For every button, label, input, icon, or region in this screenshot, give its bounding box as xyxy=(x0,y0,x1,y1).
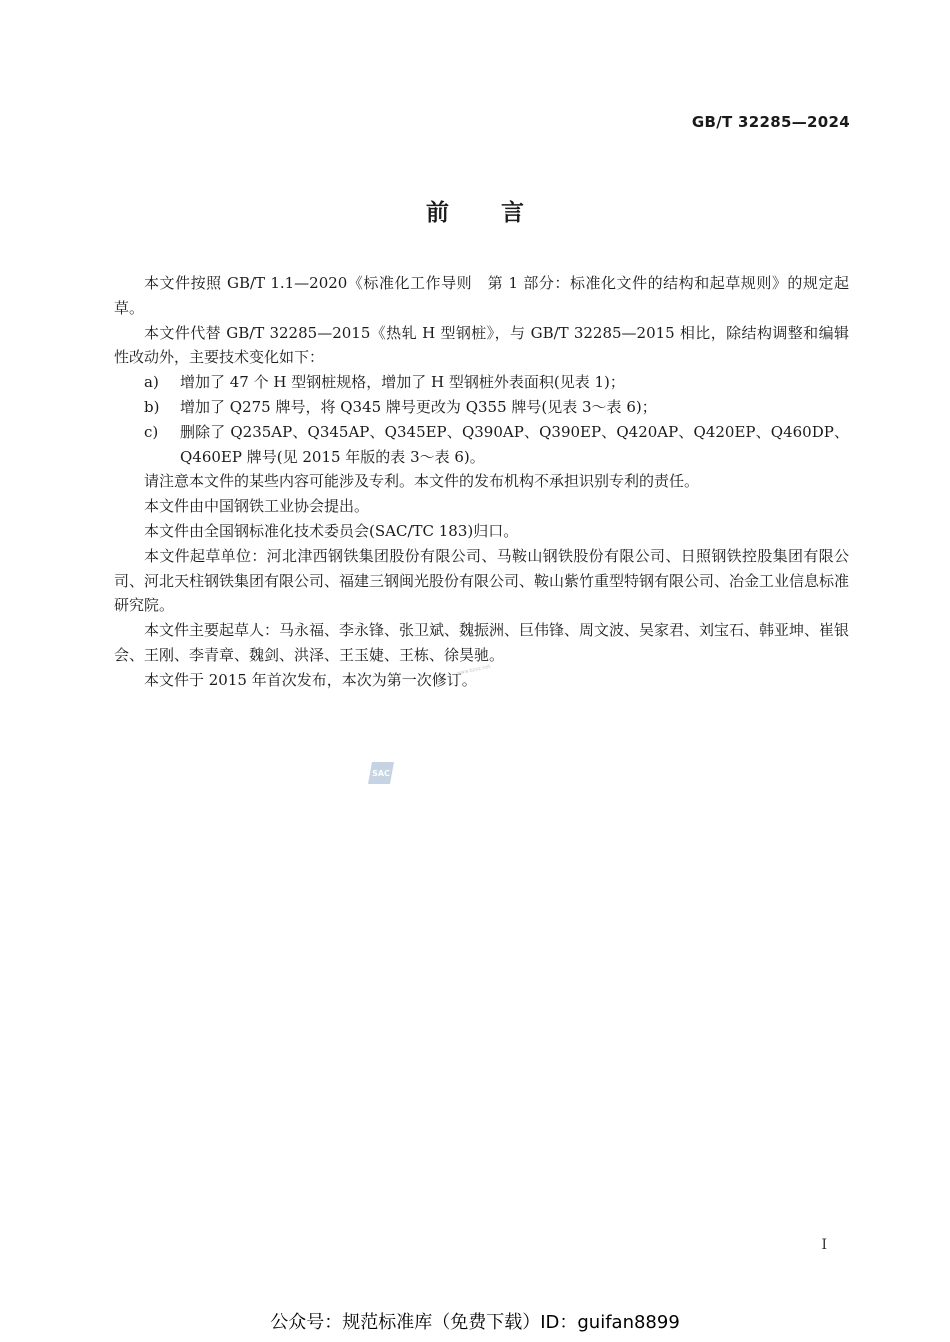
paragraph-history: 本文件于 2015 年首次发布，本次为第一次修订。 xyxy=(144,670,477,689)
foreword-body xyxy=(114,271,849,693)
paragraph-replacement: 本文件代替 GB/T 32285—2015《热轧 H 型钢桩》，与 GB/T 32285—2015 相比，除结构调整和编辑性改动外，主要技术变化如下： xyxy=(114,323,849,367)
watermark-url: www.bzxz.net xyxy=(456,663,492,677)
sac-logo-icon xyxy=(368,760,396,786)
page-number: I xyxy=(821,1237,827,1253)
list-item-text: 删除了 Q235AP、Q345AP、Q345EP、Q390AP、Q390EP、Q420AP、Q420EP、Q460DP、Q460EP 牌号(见 2015 年版的表 3～表 6)。 xyxy=(180,422,849,466)
paragraph-patent-notice: 请注意本文件的某些内容可能涉及专利。本文件的发布机构不承担识别专利的责任。 xyxy=(144,472,700,491)
sac-logo-text: SAC xyxy=(372,769,390,778)
paragraph-committee: 本文件由全国钢标准化技术委员会(SAC/TC 183)归口。 xyxy=(144,521,519,540)
paragraph-drafting-units: 本文件起草单位：河北津西钢铁集团股份有限公司、马鞍山钢铁股份有限公司、日照钢铁控股集团有限公司、河北天柱钢铁集团有限公司、福建三钢闽光股份有限公司、鞍山紫竹重型特钢有限公司、冶金工业信息标准研究院。 xyxy=(114,546,850,615)
paragraph-drafting-rules: 本文件按照 GB/T 1.1—2020《标准化工作导则 第 1 部分：标准化文件的结构和起草规则》的规定起草。 xyxy=(114,274,849,317)
paragraph-drafters: 本文件主要起草人：马永福、李永锋、张卫斌、魏振洲、巨伟锋、周文波、吴家君、刘宝石、韩亚坤、崔银会、王刚、李青章、魏剑、洪泽、王玉婕、王栋、徐昊驰。 xyxy=(114,621,850,664)
list-item-change-a xyxy=(114,370,849,395)
paragraph-proposer: 本文件由中国钢铁工业协会提出。 xyxy=(144,497,370,516)
footer-note: 公众号：规范标准库（免费下载）ID：guifan8899 xyxy=(270,1312,680,1333)
list-marker: a) xyxy=(144,373,159,392)
page-title: 前言 xyxy=(426,200,576,226)
list-item-text: 增加了 47 个 H 型钢桩规格，增加了 H 型钢桩外表面积(见表 1)； xyxy=(180,373,625,392)
list-item-change-c xyxy=(114,420,849,470)
standard-number: GB/T 32285—2024 xyxy=(691,113,850,131)
list-marker: c) xyxy=(144,422,159,441)
list-item-text: 增加了 Q275 牌号，将 Q345 牌号更改为 Q355 牌号(见表 3～表 6)； xyxy=(180,397,657,416)
list-item-change-b xyxy=(114,395,849,420)
list-marker: b) xyxy=(144,397,160,416)
